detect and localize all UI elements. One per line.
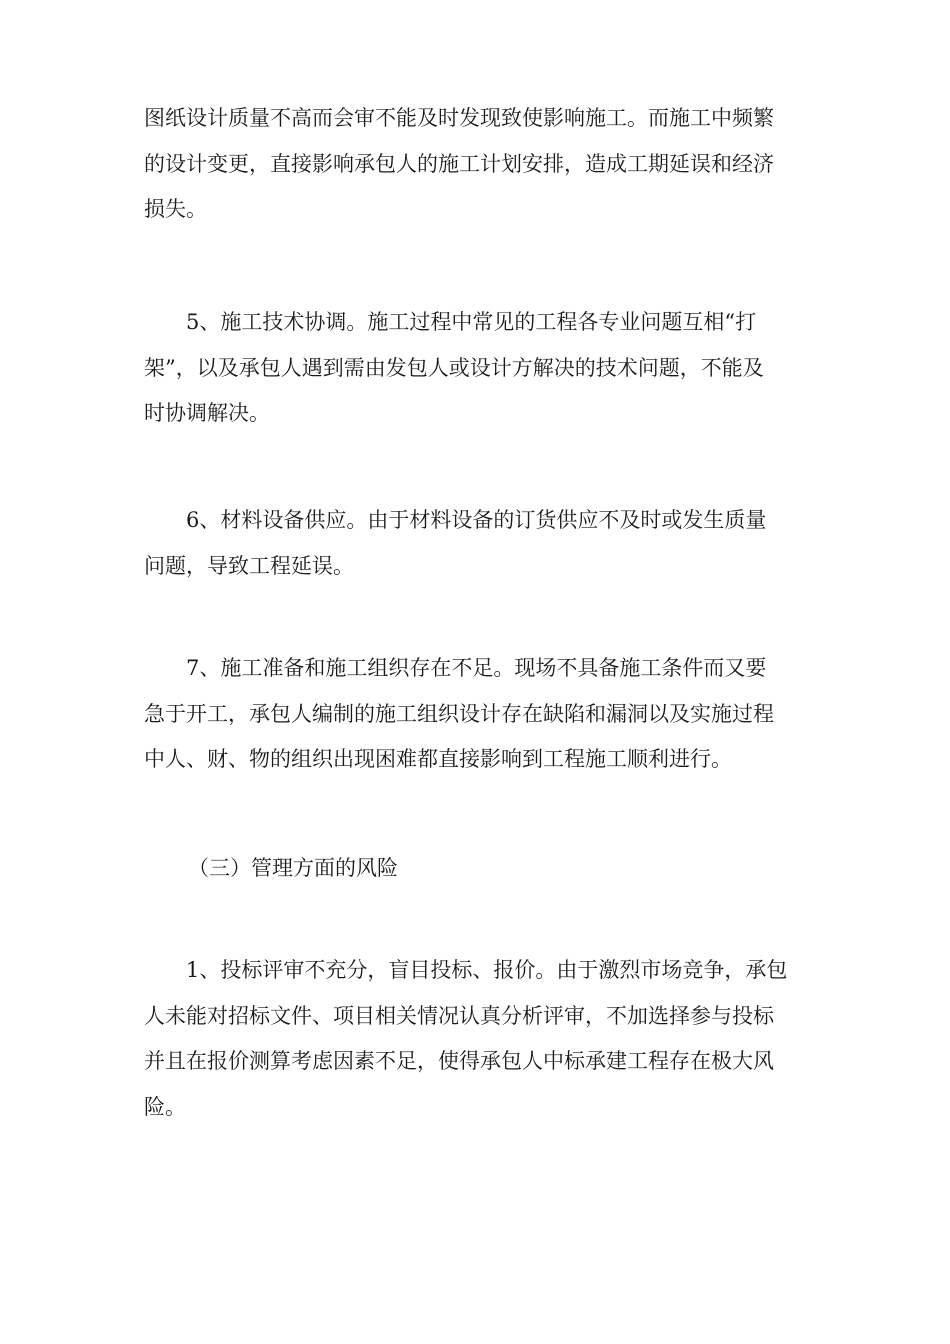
text-line: 损失。 [144,197,207,221]
text-line: 6、材料设备供应。由于材料设备的订货供应不及时或发生质量 [186,508,767,532]
text-line: 1、投标评审不充分，盲目投标、报价。由于激烈市场竞争，承包 [186,958,788,982]
paragraph-bid-review [144,948,808,1130]
text-line: 并且在报价测算考虑因素不足，使得承包人中标承建工程存在极大风 [144,1049,774,1073]
text-line: 问题，导致工程延误。 [144,553,354,578]
text-line: 5、施工技术协调。施工过程中常见的工程各专业问题互相“打 [186,310,757,334]
text-line: 中人、财、物的组织出现困难都直接影响到工程施工顺利进行。 [144,747,732,771]
text-line: 的设计变更，直接影响承包人的施工计划安排，造成工期延误和经济 [144,151,774,176]
text-line: 架”，以及承包人遇到需由发包人或设计方解决的技术问题，不能及 [144,355,764,380]
paragraph-technical-coordination [144,300,808,437]
text-line: 险。 [144,1094,186,1119]
paragraph-design-quality [144,96,808,233]
section-heading-management-risk [188,846,398,892]
text-line: 时协调解决。 [144,401,270,425]
text-line: 人未能对招标文件、项目相关情况认真分析评审，不加选择参与投标 [144,1003,774,1028]
paragraph-construction-preparation [144,646,808,783]
paragraph-material-supply [144,498,808,589]
text-line: 图纸设计质量不高而会审不能及时发现致使影响施工。而施工中频繁 [144,106,774,130]
heading-text: （三）管理方面的风险 [188,856,398,880]
text-line: 急于开工，承包人编制的施工组织设计存在缺陷和漏洞以及实施过程 [144,701,774,726]
text-line: 7、施工准备和施工组织存在不足。现场不具备施工条件而又要 [186,656,767,680]
